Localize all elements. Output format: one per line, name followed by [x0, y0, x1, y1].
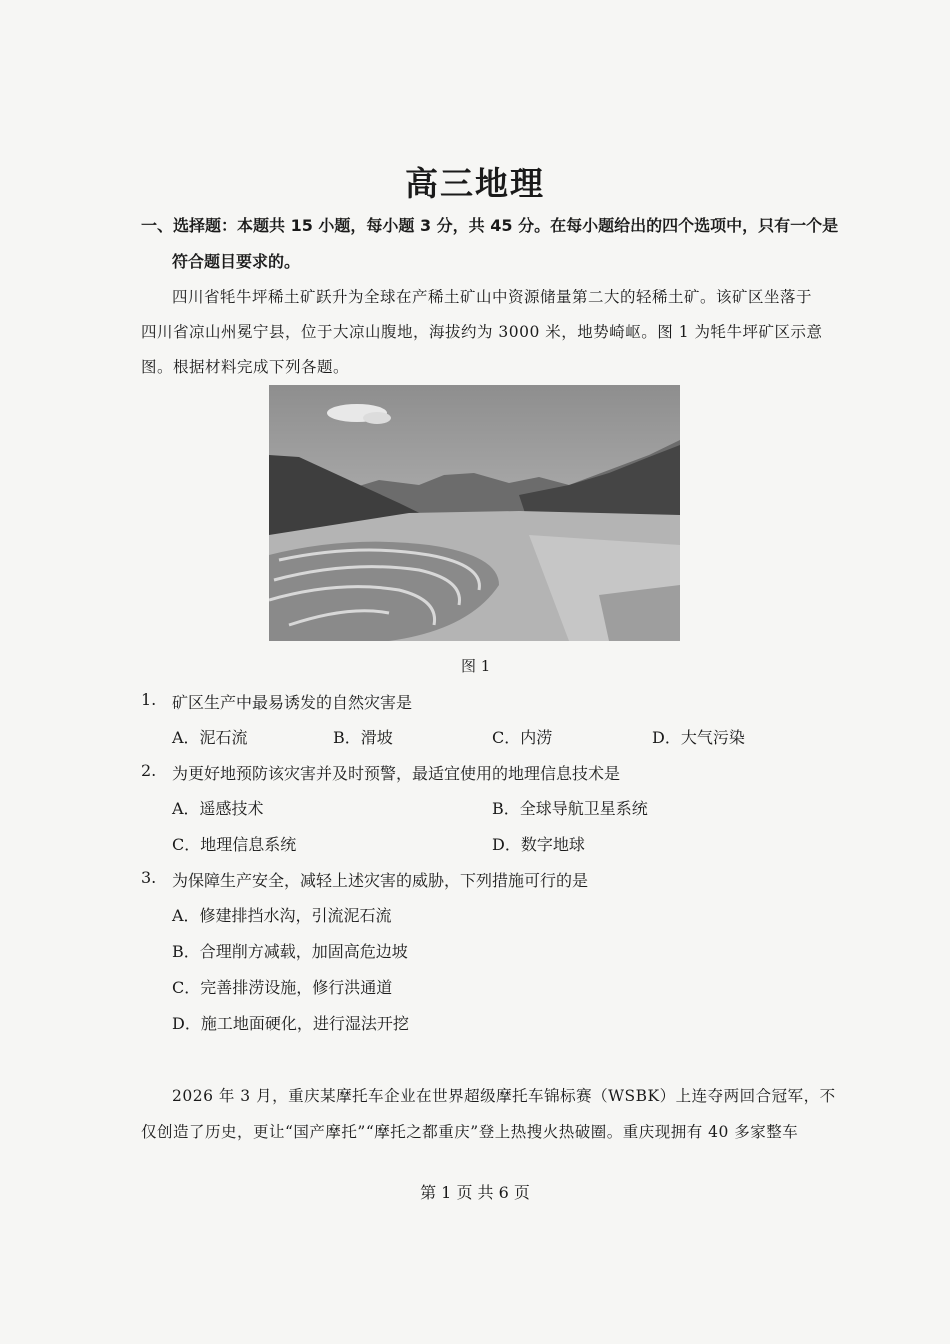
- passage2-line1: 2026 年 3 月，重庆某摩托车企业在世界超级摩托车锦标赛（WSBK）上连夺两回合冠军，不: [172, 1087, 836, 1105]
- passage1-line2: 四川省凉山州冕宁县，位于大凉山腹地，海拔约为 3000 米，地势崎岖。图 1 为牦牛坪矿区示意: [141, 323, 823, 341]
- question-2-option-c: C．地理信息系统: [172, 835, 297, 854]
- question-2-number: 2.: [141, 761, 157, 780]
- question-2-option-a: A．遥感技术: [172, 799, 264, 818]
- figure-caption: 图 1: [461, 657, 491, 675]
- question-3-option-d: D．施工地面硬化，进行湿法开挖: [172, 1014, 409, 1033]
- question-1-option-c: C．内涝: [492, 728, 553, 747]
- passage1-line1: 四川省牦牛坪稀土矿跃升为全球在产稀土矿山中资源储量第二大的轻稀土矿。该矿区坐落于: [172, 288, 813, 306]
- section-heading-line2: 符合题目要求的。: [172, 252, 301, 271]
- section-heading-line1: 一、选择题：本题共 15 小题，每小题 3 分，共 45 分。在每小题给出的四个选项中，只有一个是: [141, 216, 839, 235]
- question-3-option-a: A．修建排挡水沟，引流泥石流: [172, 906, 392, 925]
- page-footer: 第 1 页 共 6 页: [420, 1183, 530, 1202]
- question-1-number: 1.: [141, 690, 157, 709]
- question-3-stem: 为保障生产安全，减轻上述灾害的威胁，下列措施可行的是: [172, 871, 589, 890]
- question-1-option-b: B．滑坡: [333, 728, 393, 747]
- question-3-number: 3.: [141, 868, 157, 887]
- question-3-option-c: C．完善排涝设施，修行洪通道: [172, 978, 393, 997]
- page-title: 高三地理: [405, 164, 545, 203]
- passage1-line3: 图。根据材料完成下列各题。: [141, 358, 350, 376]
- question-1-stem: 矿区生产中最易诱发的自然灾害是: [172, 693, 413, 712]
- mine-photo: [269, 385, 680, 641]
- passage2-line2: 仅创造了历史，更让“国产摩托”“摩托之都重庆”登上热搜火热破圈。重庆现拥有 40 多家整车: [141, 1123, 799, 1141]
- question-1-option-d: D．大气污染: [652, 728, 745, 747]
- question-2-option-b: B．全球导航卫星系统: [492, 799, 648, 818]
- question-3-option-b: B．合理削方减载，加固高危边坡: [172, 942, 408, 961]
- question-1-option-a: A．泥石流: [172, 728, 248, 747]
- question-2-stem: 为更好地预防该灾害并及时预警，最适宜使用的地理信息技术是: [172, 764, 621, 783]
- question-2-option-d: D．数字地球: [492, 835, 585, 854]
